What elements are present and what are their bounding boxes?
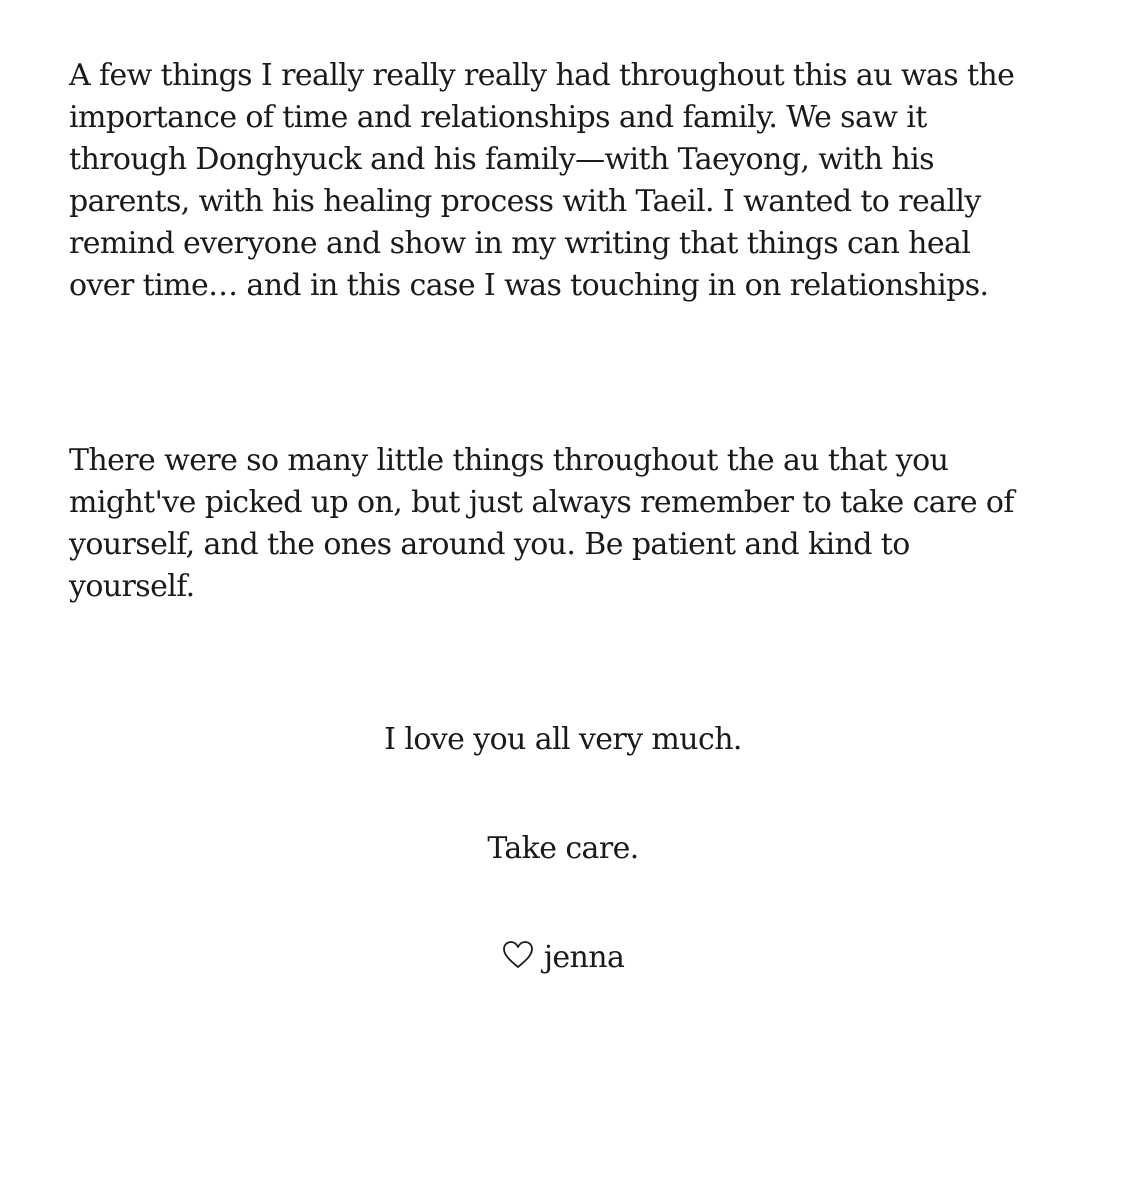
text-line: yourself, and the ones around you. Be patient and kind to	[69, 527, 910, 562]
text-line: remind everyone and show in my writing that things can heal	[69, 226, 971, 261]
text-line: through Donghyuck and his family—with Taeyong, with his	[69, 142, 934, 177]
text-line: importance of time and relationships and family. We saw it	[69, 100, 927, 135]
signature-name: jenna	[543, 940, 625, 975]
text-line: A few things I really really really had throughout this au was the	[69, 58, 1015, 93]
text-line: over time… and in this case I was touching in on relationships.	[69, 268, 989, 303]
text-line: yourself.	[69, 569, 195, 604]
paragraph-importance-of-time	[69, 55, 1064, 307]
heart-outline-icon	[502, 940, 534, 970]
paragraph-take-care	[69, 440, 1064, 608]
closing-love-line: I love you all very much.	[384, 722, 742, 757]
text-line: parents, with his healing process with Taeil. I wanted to really	[69, 184, 981, 219]
text-line: There were so many little things throughout the au that you	[69, 443, 949, 478]
text-line: might've picked up on, but just always remember to take care of	[69, 485, 1014, 520]
closing-take-care-line: Take care.	[487, 831, 639, 866]
signature	[0, 937, 1126, 979]
